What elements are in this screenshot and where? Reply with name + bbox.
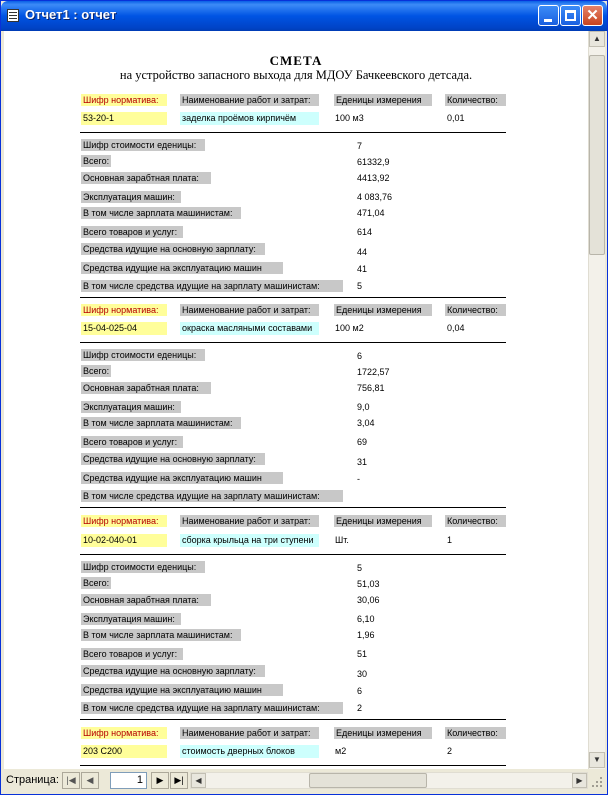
header-unit: Еденицы измерения	[334, 94, 432, 106]
navigation-bar	[4, 771, 604, 791]
minimize-icon	[544, 19, 552, 22]
value-tovary: 51	[357, 649, 368, 659]
header-name: Наименование работ и затрат:	[180, 304, 319, 316]
value-osn-zp: 30,06	[357, 595, 380, 605]
maximize-icon	[565, 10, 576, 21]
header-unit: Еденицы измерения	[334, 515, 432, 527]
value-zp-mash: 3,04	[357, 418, 375, 428]
value-sr-mash	[357, 490, 477, 502]
item-code: 10-02-040-01	[81, 534, 167, 547]
vertical-scroll-thumb[interactable]	[589, 55, 605, 255]
window-title: Отчет1 : отчет	[25, 7, 117, 22]
header-qty: Количество:	[445, 94, 506, 106]
horizontal-scroll-thumb[interactable]	[309, 773, 427, 788]
value-sr-expl: 6	[357, 686, 363, 696]
header-qty: Количество:	[445, 515, 506, 527]
label-sr-expl: Средства идущие на эксплуатацию машин	[81, 472, 283, 484]
scroll-right-button[interactable]: ▶	[572, 773, 587, 788]
prev-page-button[interactable]: ◀	[81, 772, 99, 789]
item-name: заделка проёмов кирпичём	[180, 112, 319, 125]
value-vsego: 61332,9	[357, 157, 390, 167]
label-zp-mash: В том числе зарплата машинистам:	[81, 629, 241, 641]
label-sr-expl: Средства идущие на эксплуатацию машин	[81, 684, 283, 696]
label-exploit: Эксплуатация машин:	[81, 613, 181, 625]
value-sr-osn: 31	[357, 457, 368, 467]
item-unit: Шт.	[335, 535, 349, 545]
separator-line	[80, 342, 506, 343]
report-page	[4, 31, 588, 769]
value-sr-expl: 41	[357, 264, 368, 274]
value-exploit: 6,10	[357, 614, 375, 624]
close-button[interactable]	[582, 5, 603, 26]
report-subtitle: на устройство запасного выхода для МДОУ Бачкеевского детсада.	[119, 68, 473, 82]
item-code: 15-04-025-04	[81, 322, 167, 335]
label-vsego: Всего:	[83, 366, 110, 376]
separator-line	[80, 765, 506, 766]
value-tovary: 614	[357, 227, 373, 237]
item-unit: м2	[335, 746, 347, 756]
label-zp-mash: В том числе зарплата машинистам:	[81, 417, 241, 429]
header-shifr: Шифр норматива:	[81, 727, 167, 739]
header-unit: Еденицы измерения	[334, 727, 432, 739]
label-sr-mash: В том числе средства идущие на зарплату машинистам:	[81, 702, 343, 714]
item-name: окраска масляными составами	[180, 322, 319, 335]
page-label: Страница:	[6, 774, 59, 786]
label-sr-osn: Средства идущие на основную зарплату:	[81, 665, 265, 677]
close-icon: ✕	[586, 7, 599, 24]
value-tovary: 69	[357, 437, 368, 447]
label-shifr-ed: Шифр стоимости еденицы:	[81, 561, 205, 573]
item-qty: 0,04	[447, 323, 465, 333]
value-sr-mash: 2	[357, 703, 363, 713]
label-osn-zp: Основная зарабтная плата:	[81, 382, 211, 394]
header-unit: Еденицы измерения	[334, 304, 432, 316]
value-shifr-ed: 6	[357, 351, 363, 361]
separator-line	[80, 507, 506, 508]
label-sr-mash: В том числе средства идущие на зарплату машинистам:	[81, 490, 343, 502]
label-osn-zp: Основная зарабтная плата:	[81, 594, 211, 606]
header-shifr: Шифр норматива:	[81, 515, 167, 527]
value-zp-mash: 1,96	[357, 630, 375, 640]
label-tovary: Всего товаров и услуг:	[81, 436, 183, 448]
value-osn-zp: 756,81	[357, 383, 385, 393]
separator-line	[80, 297, 506, 298]
label-sr-osn: Средства идущие на основную зарплату:	[81, 453, 265, 465]
label-sr-expl: Средства идущие на эксплуатацию машин	[81, 262, 283, 274]
value-vsego: 51,03	[357, 579, 380, 589]
scroll-down-button[interactable]: ▼	[589, 752, 605, 768]
value-sr-osn: 30	[357, 669, 368, 679]
value-exploit: 9,0	[357, 402, 370, 412]
scroll-left-button[interactable]: ◀	[191, 773, 206, 788]
item-qty: 1	[447, 535, 453, 545]
separator-line	[80, 719, 506, 720]
label-osn-zp: Основная зарабтная плата:	[81, 172, 211, 184]
label-exploit: Эксплуатация машин:	[81, 401, 181, 413]
header-name: Наименование работ и затрат:	[180, 515, 319, 527]
value-zp-mash: 471,04	[357, 208, 385, 218]
report-title: СМЕТА	[269, 53, 323, 68]
label-shifr-ed: Шифр стоимости еденицы:	[81, 349, 205, 361]
resize-grip-icon[interactable]	[588, 773, 604, 789]
first-page-button[interactable]: |◀	[62, 772, 80, 789]
item-name: сборка крыльца на три ступени	[180, 534, 319, 547]
item-code: 203 С200	[81, 745, 167, 758]
value-sr-mash: 5	[357, 281, 363, 291]
label-exploit: Эксплуатация машин:	[81, 191, 181, 203]
value-exploit: 4 083,76	[357, 192, 393, 202]
last-page-button[interactable]: ▶|	[170, 772, 188, 789]
item-name: стоимость дверных блоков	[180, 745, 319, 758]
report-icon	[7, 9, 19, 22]
title-bar[interactable]	[1, 1, 607, 31]
page-number-input[interactable]: 1	[110, 772, 147, 789]
label-vsego: Всего:	[83, 578, 110, 588]
label-sr-mash: В том числе средства идущие на зарплату машинистам:	[81, 280, 343, 292]
maximize-button[interactable]	[560, 5, 581, 26]
header-name: Наименование работ и затрат:	[180, 94, 319, 106]
item-qty: 0,01	[447, 113, 465, 123]
label-tovary: Всего товаров и услуг:	[81, 226, 183, 238]
value-sr-osn: 44	[357, 247, 368, 257]
item-code: 53-20-1	[81, 112, 167, 125]
label-shifr-ed: Шифр стоимости еденицы:	[81, 139, 205, 151]
horizontal-scrollbar[interactable]	[190, 772, 588, 789]
value-sr-expl: -	[357, 474, 360, 484]
value-shifr-ed: 5	[357, 563, 363, 573]
scroll-up-button[interactable]: ▲	[589, 31, 605, 47]
value-shifr-ed: 7	[357, 141, 363, 151]
label-sr-osn: Средства идущие на основную зарплату:	[81, 243, 265, 255]
separator-line	[80, 554, 506, 555]
value-vsego: 1722,57	[357, 367, 390, 377]
label-vsego: Всего:	[83, 156, 110, 166]
header-qty: Количество:	[445, 304, 506, 316]
header-qty: Количество:	[445, 727, 506, 739]
header-name: Наименование работ и затрат:	[180, 727, 319, 739]
minimize-button[interactable]	[538, 5, 559, 26]
value-osn-zp: 4413,92	[357, 173, 390, 183]
item-qty: 2	[447, 746, 453, 756]
header-shifr: Шифр норматива:	[81, 304, 167, 316]
label-tovary: Всего товаров и услуг:	[81, 648, 183, 660]
next-page-button[interactable]: ▶	[151, 772, 169, 789]
header-shifr: Шифр норматива:	[81, 94, 167, 106]
vertical-scrollbar[interactable]	[588, 31, 605, 769]
separator-line	[80, 132, 506, 133]
item-unit: 100 м3	[335, 113, 364, 123]
label-zp-mash: В том числе зарплата машинистам:	[81, 207, 241, 219]
item-unit: 100 м2	[335, 323, 364, 333]
